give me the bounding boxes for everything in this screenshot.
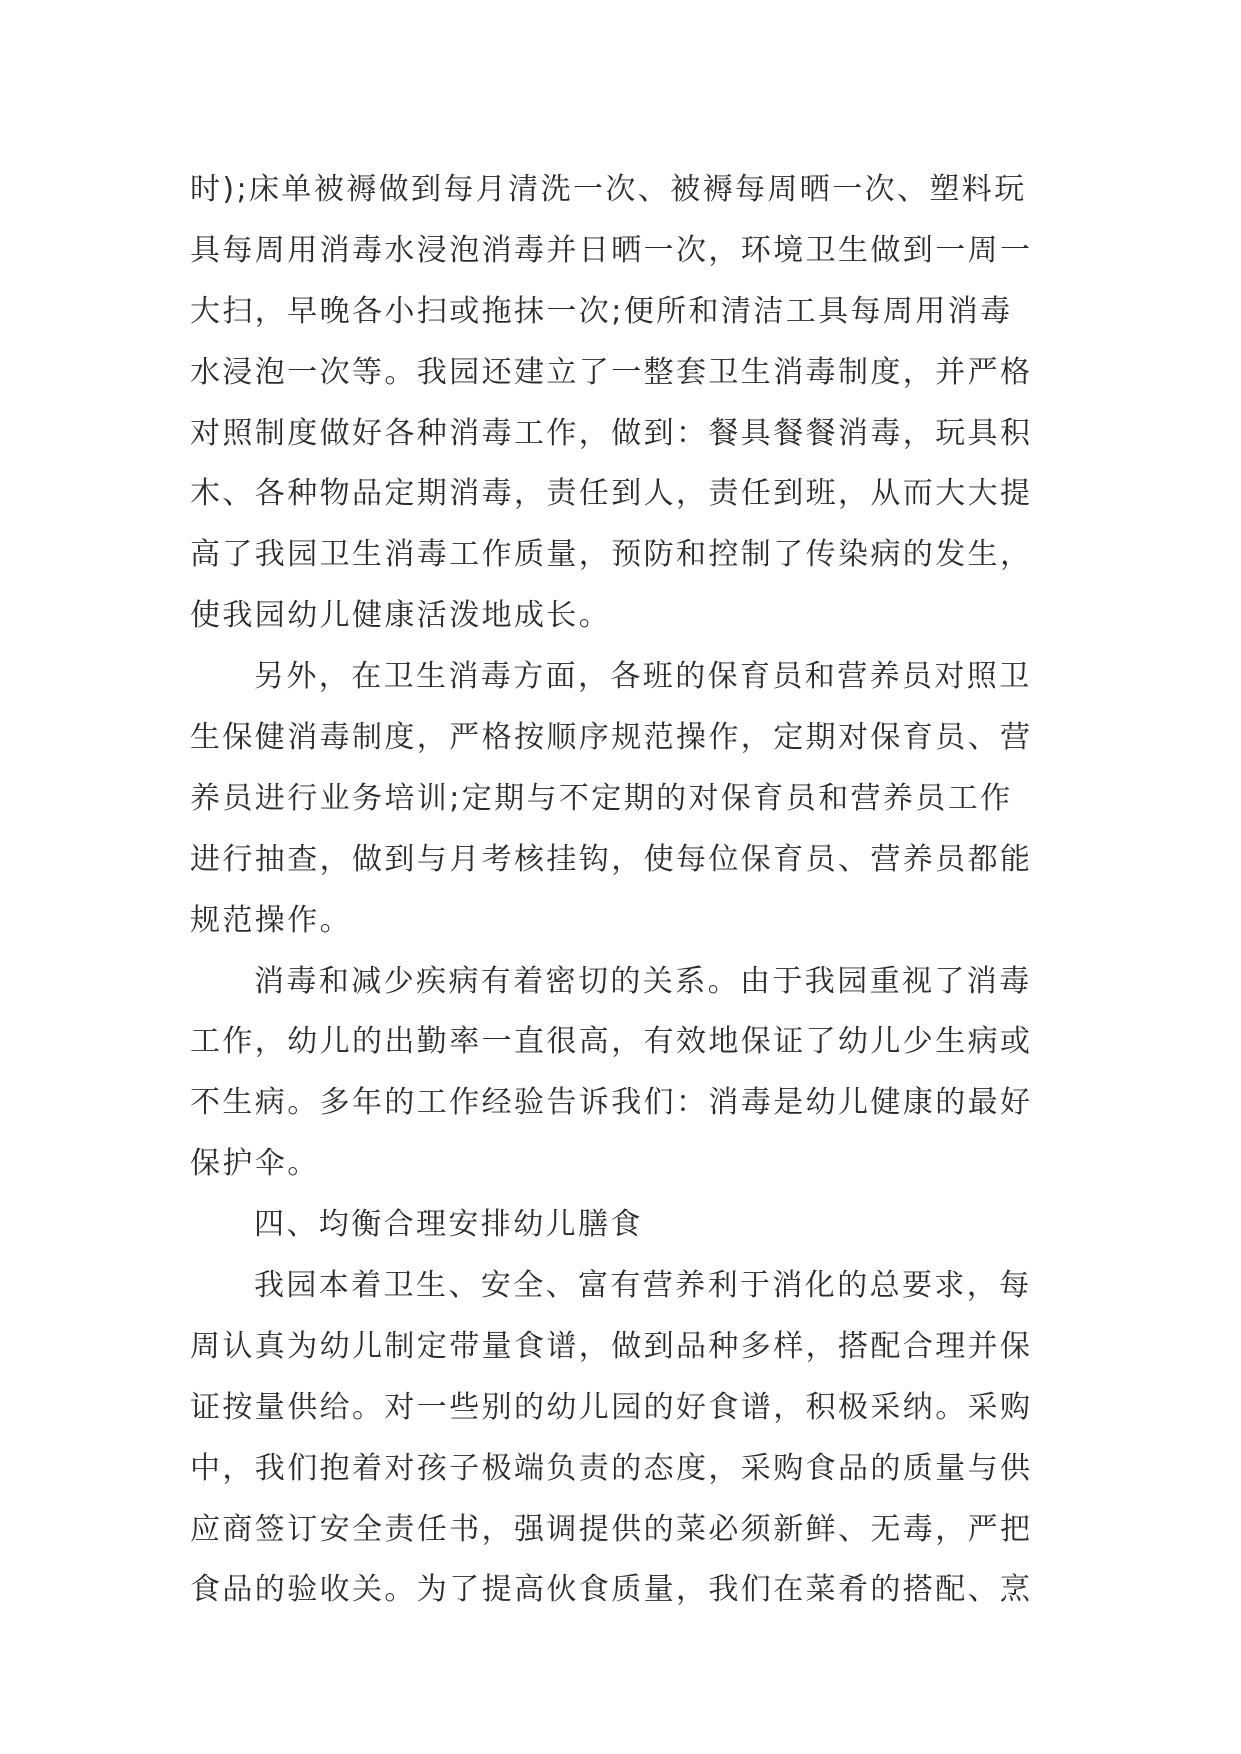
paragraph-start-line: 消毒和减少疾病有着密切的关系。由于我园重视了消毒	[254, 963, 1032, 999]
text-line: 木、各种物品定期消毒，责任到人，责任到班，从而大大提	[190, 476, 1033, 512]
text-line: 使我园幼儿健康活泼地成长。	[190, 598, 612, 634]
text-line: 保护伞。	[190, 1146, 320, 1182]
text-line: 食品的验收关。为了提高伙食质量，我们在菜肴的搭配、烹	[190, 1572, 1033, 1608]
text-line: 具每周用消毒水浸泡消毒并日晒一次，环境卫生做到一周一	[190, 232, 1033, 268]
text-line: 规范操作。	[190, 902, 352, 938]
text-line: 水浸泡一次等。我园还建立了一整套卫生消毒制度，并严格	[190, 354, 1033, 390]
body-text	[190, 160, 1056, 1621]
text-line: 工作，幼儿的出勤率一直很高，有效地保证了幼儿少生病或	[190, 1024, 1033, 1060]
text-line: 证按量供给。对一些别的幼儿园的好食谱，积极采纳。采购	[190, 1389, 1033, 1425]
text-line: 生保健消毒制度，严格按顺序规范操作，定期对保育员、营	[190, 720, 1033, 756]
text-line: 中，我们抱着对孩子极端负责的态度，采购食品的质量与供	[190, 1450, 1033, 1486]
text-line: 高了我园卫生消毒工作质量，预防和控制了传染病的发生，	[190, 537, 1033, 573]
text-line: 应商签订安全责任书，强调提供的菜必须新鲜、无毒，严把	[190, 1511, 1033, 1547]
text-line: 养员进行业务培训;定期与不定期的对保育员和营养员工作	[190, 780, 1013, 816]
paragraph-start-line: 我园本着卫生、安全、富有营养利于消化的总要求，每	[254, 1268, 1032, 1304]
text-line: 进行抽查，做到与月考核挂钩，使每位保育员、营养员都能	[190, 841, 1033, 877]
text-line: 时);床单被褥做到每月清洗一次、被褥每周晒一次、塑料玩	[190, 172, 1027, 207]
paragraph-start-line: 另外，在卫生消毒方面，各班的保育员和营养员对照卫	[254, 659, 1032, 695]
section-heading: 四、均衡合理安排幼儿膳食	[254, 1207, 643, 1243]
text-line: 周认真为幼儿制定带量食谱，做到品种多样，搭配合理并保	[190, 1328, 1033, 1364]
text-line: 对照制度做好各种消毒工作，做到：餐具餐餐消毒，玩具积	[190, 415, 1033, 451]
text-line: 不生病。多年的工作经验告诉我们：消毒是幼儿健康的最好	[190, 1085, 1033, 1121]
text-line: 大扫，早晚各小扫或拖抹一次;便所和清洁工具每周用消毒	[190, 293, 1013, 329]
